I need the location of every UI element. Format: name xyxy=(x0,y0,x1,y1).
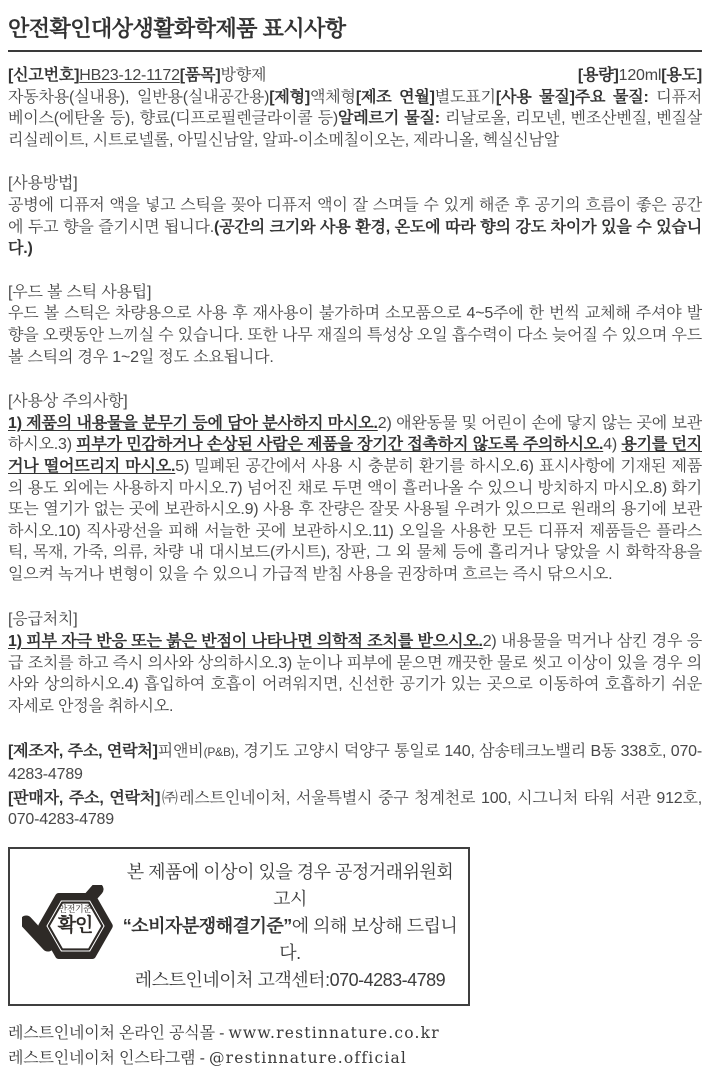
title-divider xyxy=(8,50,702,52)
section-first-aid-body: 1) 피부 자극 반응 또는 붉은 반점이 나타나면 의학적 조치를 받으시오.2) 내용물을 먹거나 삼킨 경우 응급 조치를 하고 즉시 의사와 상의하시오.3) 눈이나 피부에 묻으면 깨끗한 물로 씻고 이상이 있을 경우 의사와 상의하시오.4) 흡입하여 호흡이 어려워지면, 신선한 공기가 있는 곳으로 이동하여 호흡하기 쉬운 자세로 안정을 취하시오. xyxy=(8,633,702,715)
consumer-notice-box xyxy=(8,847,470,1006)
section-cautions-body: 1) 제품의 내용물을 분무기 등에 담아 분사하지 마시오.2) 애완동물 및 어린이 손에 닿지 않는 곳에 보관하시오.3) 피부가 민감하거나 손상된 사람은 제품을 장기간 접촉하지 않도록 주의하시오.4) 용기를 던지거나 떨어뜨리지 마시오.5) 밀폐된 공간에서 사용 시 충분히 환기를 하시오.6) 표시사항에 기재된 제품의 용도 외에는 사용하지 마시오.7) 넘어진 채로 두면 액이 흘러나올 수 있으니 방치하지 마시오.8) 화기 또는 열기가 없는 곳에 보관하시오.9) 사용 후 잔량은 잘못 사용될 우려가 있으므로 원래의 용기에 보관하시오.10) 직사광선을 피해 서늘한 곳에 보관하시오.11) 오일을 사용한 모든 디퓨저 제품들은 플라스틱, 목재, 가죽, 의류, 차량 내 대시보드(카시트), 장판, 그 외 물체 등에 흘리거나 닿았을 시 화학작용을 일으켜 녹거나 변형이 있을 수 있으니 가급적 받침 사용을 권장하며 흐르는 즉시 닦으시오. xyxy=(8,414,703,583)
notice-line-2: “소비자분쟁해결기준”에 의해 보상해 드립니다. xyxy=(122,915,458,963)
page-title: 안전확인대상생활화학제품 표시사항 xyxy=(8,16,346,41)
section-usage-header: [사용방법] xyxy=(8,175,78,193)
section-first-aid xyxy=(8,609,702,717)
section-wood-tip-body: 우드 볼 스틱은 차량용으로 사용 후 재사용이 불가하며 소모품으로 4~5주에 한 번씩 교체해 주셔야 발향을 오랫동안 느끼실 수 있습니다. 또한 나무 재질의 특성상 오일 흡수력이 다소 늦어질 수 있으며 우드 볼 스틱의 경우 1~2일 정도 소요됩니다. xyxy=(8,305,702,366)
section-first-aid-header: [응급처치] xyxy=(8,611,78,629)
safety-mark-label-bottom: 확인 xyxy=(57,915,93,937)
consumer-notice-text xyxy=(122,859,458,994)
volume-and-use: [용량]120ml[용도] xyxy=(577,67,702,84)
product-info xyxy=(8,65,702,151)
section-wood-tip-header: [우드 볼 스틱 사용팁] xyxy=(8,283,152,301)
section-cautions xyxy=(8,391,702,585)
notice-line-1: 본 제품에 이상이 있을 경우 공정거래위원회 고시 xyxy=(126,861,454,909)
official-store-link: 레스트인네이처 온라인 공식몰 - www.restinnature.co.kr xyxy=(8,1023,440,1042)
seller-info: [판매자, 주소, 연락처]㈜레스트인네이처, 서울특별시 중구 청계천로 100, 시그니처 타워 서관 912호, 070-4283-4789 xyxy=(8,789,702,829)
product-info-detail: 자동차용(실내용), 일반용(실내공간용)[제형]액체형[제조 연월]별도표기[사용 물질]주요 물질: 디퓨저 베이스(에탄올 등), 향료(디프로필렌글라이콜 등)알레르기 물질: 리날로올, 리모넨, 벤조산벤질, 벤질살리실레이트, 시트로넬롤, 아밀신남알, 알파-이소메칠이오논, 제라니올, 헥실신남알 xyxy=(8,88,703,149)
safety-mark-label-top: 안전기준 xyxy=(58,904,92,915)
section-usage-body: 공병에 디퓨저 액을 넣고 스틱을 꽂아 디퓨저 액이 잘 스며들 수 있게 해준 후 공기의 흐름이 좋은 공간에 두고 향을 즐기시면 됩니다.(공간의 크기와 사용 환경, 온도에 따라 향의 강도 차이가 있을 수 있습니다.) xyxy=(8,196,702,258)
safety-certification-mark xyxy=(22,885,114,967)
product-info-line1 xyxy=(8,65,702,87)
report-number-and-item: [신고번호]HB23-12-1172[품목]방향제 xyxy=(8,67,267,84)
section-wood-tip xyxy=(8,282,702,368)
section-cautions-header: [사용상 주의사항] xyxy=(8,393,128,411)
manufacturer-info: [제조자, 주소, 연락처]피앤비(P&B), 경기도 고양시 덕양구 통일로 140, 삼송테크노밸리 B동 338호, 070-4283-4789 xyxy=(8,743,702,784)
instagram-link: 레스트인네이처 인스타그램 - @restinnature.official xyxy=(8,1048,408,1067)
contact-info xyxy=(8,741,702,830)
section-usage xyxy=(8,173,702,259)
safety-mark-label xyxy=(49,905,101,935)
notice-line-3: 레스트인네이처 고객센터:070-4283-4789 xyxy=(134,969,446,990)
footer-links xyxy=(8,1021,702,1071)
